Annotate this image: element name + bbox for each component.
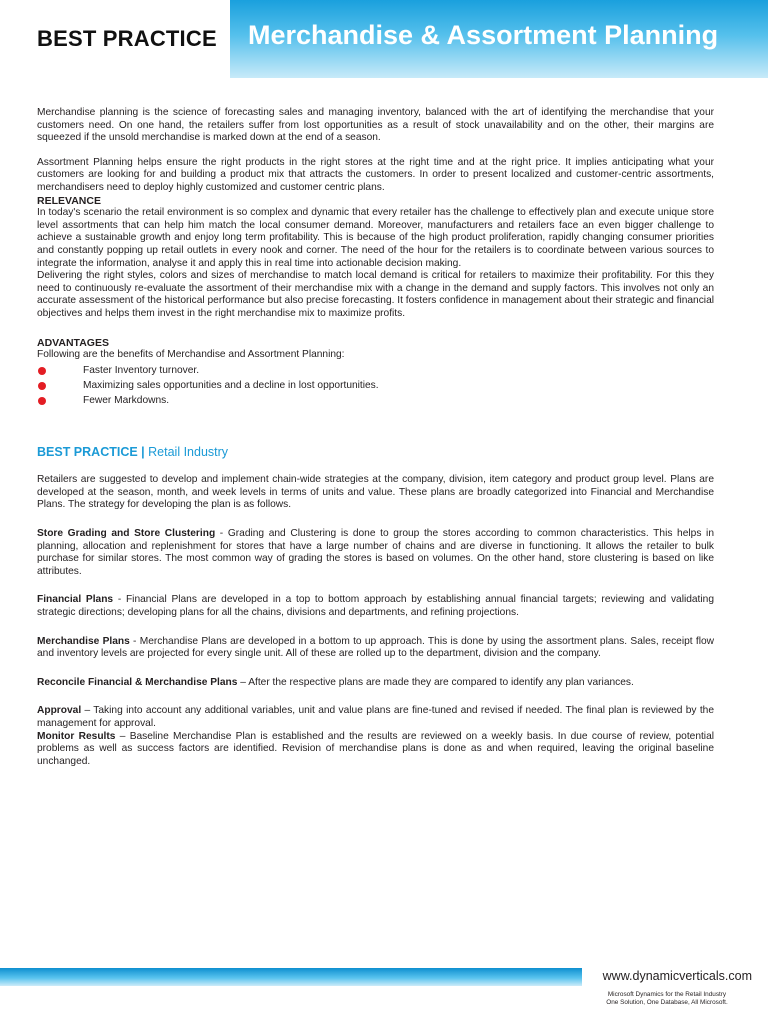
document-body (37, 107, 714, 768)
section-separator: - (113, 594, 126, 606)
list-item (37, 365, 714, 380)
section-approval (37, 705, 714, 730)
bullet-dot-icon (38, 382, 46, 390)
section-merchandise-plans (37, 636, 714, 661)
section-term: Merchandise Plans (37, 635, 130, 647)
list-item-text: Maximizing sales opportunities and a decline in lost opportunities. (83, 379, 379, 391)
relevance-paragraph: Delivering the right styles, colors and sizes of merchandise to match local demand is critical for retailers to maximize their profitability. For this they need to continuously re-evaluate the assortment of their merchandise mix with a change in the demand and supply factors. This involves not only an accurate assessment of the historical performance but also precise forecasting. It fosters confidence in management about their strategic and financial objectives and helps them invest in the right merchandise mix to maximize profits. (37, 270, 714, 319)
section-store-grading (37, 528, 714, 578)
section-reconcile (37, 677, 714, 690)
section-separator: - (215, 528, 228, 540)
section-text: Taking into account any additional variables, unit and value plans are fine-tuned and revised if needed. The final plan is reviewed by the management for approval. (37, 705, 714, 729)
relevance-paragraph: In today's scenario the retail environment is so complex and dynamic that every retailer has the challenge to effectively plan and execute unique store level assortments that can help him match the local consumer demand. Moreover, manufacturers and retailers face an even bigger challenge to achieve a sustainable growth and enjoy long term profitability. This is because of the high product proliferation, rapidly changing consumer priorities and constantly popping up retail outlets in every nook and corner. The need of the hour for the retailers is to coordinate between various sources to integrate the information, analyse it and apply this in real time into actionable decision making. (37, 207, 714, 269)
footer-tagline (582, 991, 752, 1007)
best-practice-separator: | (137, 444, 149, 459)
section-term: Approval (37, 705, 82, 717)
footer-tagline-line: Microsoft Dynamics for the Retail Industry (607, 991, 727, 998)
section-separator: – (115, 730, 130, 742)
header-brand-area (0, 0, 230, 78)
footer-tagline-line: One Solution, One Database, All Microsoft. (606, 999, 728, 1006)
industry-label: Retail Industry (148, 444, 229, 459)
footer-website-link[interactable]: www.dynamicverticals.com (602, 969, 752, 983)
advantages-heading: ADVANTAGES (37, 336, 109, 349)
section-monitor-results (37, 731, 714, 769)
best-practice-intro: Retailers are suggested to develop and implement chain-wide strategies at the company, division, item category and product group level. Plans are developed at the season, month, and week levels in terms of units and value. These plans are broadly categorized into Financial and Merchandise Plans. The strategy for developing the plan is as follows. (37, 474, 714, 511)
intro-paragraph: Assortment Planning helps ensure the right products in the right stores at the right time and at the right price. It implies anticipating what your customers are looking for and building a product mix that attracts the customers. In order to present localized and customer-centric assortments, merchandisers need to deploy highly customized and customer centric plans. (37, 156, 714, 193)
section-text: After the respective plans are made they are compared to identify any plan variances. (248, 676, 634, 688)
page-title: Merchandise & Assortment Planning (248, 20, 719, 50)
section-financial-plans (37, 594, 714, 619)
footer-bar (0, 968, 582, 986)
section-term: Store Grading and Store Clustering (37, 528, 216, 540)
bullet-dot-icon (38, 397, 46, 405)
section-text: Baseline Merchandise Plan is established and the results are reviewed on a weekly basis. In due course of review, potential problems as well as success factors are identified. Revision of merchandise plans is done as and when required, leaving the original baseline unchanged. (37, 730, 715, 767)
header-title-band (230, 0, 768, 78)
bullet-dot-icon (38, 367, 46, 375)
section-term: Financial Plans (37, 594, 114, 606)
section-term: Reconcile Financial & Merchandise Plans (37, 676, 238, 688)
advantages-intro: Following are the benefits of Merchandise and Assortment Planning: (37, 349, 345, 361)
section-term: Monitor Results (37, 730, 116, 742)
intro-paragraph: Merchandise planning is the science of forecasting sales and managing inventory, balanced with the art of identifying the merchandise that your customers need. On one hand, the retailers suffer from lost opportunities as a result of stock unavailability and on the other, their margins are squeezed if the unsold merchandise is marked down at the end of a season. (37, 107, 714, 144)
section-separator: – (237, 676, 249, 688)
section-separator: - (129, 635, 140, 647)
list-item-text: Fewer Markdowns. (83, 394, 170, 406)
list-item (37, 395, 714, 410)
best-practice-label: BEST PRACTICE (37, 444, 138, 459)
section-text: Financial Plans are developed in a top to bottom approach by establishing annual financial targets; reviewing and validating strategic directions; developing plans for all the chains, divisions and departments, and refining projections. (37, 594, 714, 619)
section-separator: – (81, 705, 94, 717)
brand-label: BEST PRACTICE (37, 26, 217, 51)
list-item (37, 380, 714, 395)
advantages-list (37, 365, 714, 410)
section-text: Grading and Clustering is done to group the stores according to common characteristics. This helps in planning, allocation and replenishment for stores that have a large number of chains and are diverse in functioning. It allows the retailer to bulk purchase for similar stores. The most common way of grading the stores is based on volumes. On the other hand, store clustering is based on like attributes. (37, 528, 714, 577)
relevance-heading: RELEVANCE (37, 194, 101, 207)
list-item-text: Faster Inventory turnover. (83, 364, 200, 376)
section-text: Merchandise Plans are developed in a bottom to up approach. This is done by using the assortment plans. Sales, receipt flow and inventory levels are projected for every single unit. All of these are rolled up to the department, division and the company. (37, 635, 714, 660)
best-practice-heading (37, 446, 714, 459)
